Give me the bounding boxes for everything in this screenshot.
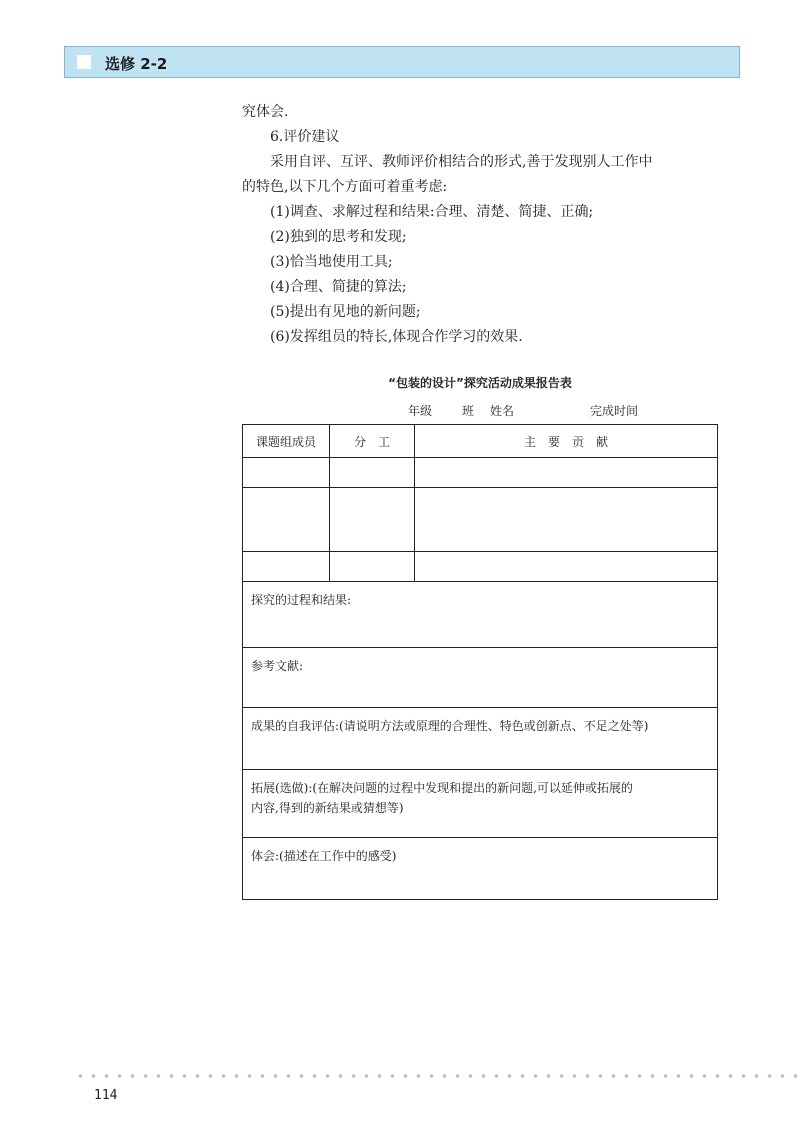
extension-row xyxy=(243,770,718,838)
blank-cell xyxy=(330,458,415,488)
page-number: 114 xyxy=(94,1088,118,1103)
list-item: (6)发挥组员的特长,体现合作学习的效果. xyxy=(270,329,523,345)
extension-label-2: 内容,得到的新结果或猜想等) xyxy=(251,801,404,815)
report-table xyxy=(242,424,718,900)
table-row xyxy=(243,488,718,552)
references-cell xyxy=(243,648,718,708)
header-label: 选修 2-2 xyxy=(105,55,168,73)
table-header-row xyxy=(243,425,718,458)
process-label: 探究的过程和结果: xyxy=(251,593,352,607)
reflection-label: 体会:(描述在工作中的感受) xyxy=(251,849,397,863)
list-item: (5)提出有见地的新问题; xyxy=(270,304,421,320)
report-title: “包装的设计”探究活动成果报告表 xyxy=(388,376,572,390)
page-header-band xyxy=(64,46,740,78)
table-row xyxy=(243,458,718,488)
continued-text: 究体会. xyxy=(242,104,289,120)
contribution-header: 主 要 贡 献 xyxy=(415,425,718,458)
list-item: (2)独到的思考和发现; xyxy=(270,229,407,245)
blank-cell xyxy=(415,552,718,582)
process-row xyxy=(243,582,718,648)
name-label: 姓名 xyxy=(490,404,515,418)
list-item: (4)合理、简捷的算法; xyxy=(270,279,407,295)
footer-dotted-rule xyxy=(74,1074,800,1078)
self-eval-cell xyxy=(243,708,718,770)
blank-cell xyxy=(330,488,415,552)
blank-cell xyxy=(243,488,330,552)
members-header: 课题组成员 xyxy=(243,425,330,458)
intro-line-2: 的特色,以下几个方面可着重考虑: xyxy=(242,179,448,195)
extension-label-1: 拓展(选做):(在解决问题的过程中发现和提出的新问题,可以延伸或拓展的 xyxy=(251,781,633,795)
list-item: (3)恰当地使用工具; xyxy=(270,254,393,270)
class-label: 班 xyxy=(462,404,475,418)
references-row xyxy=(243,648,718,708)
blank-cell xyxy=(415,458,718,488)
self-eval-label: 成果的自我评估:(请说明方法或原理的合理性、特色或创新点、不足之处等) xyxy=(251,719,649,733)
blank-cell xyxy=(243,552,330,582)
self-eval-row xyxy=(243,708,718,770)
intro-line-1: 采用自评、互评、教师评价相结合的形式,善于发现别人工作中 xyxy=(270,154,653,170)
list-item: (1)调查、求解过程和结果:合理、清楚、简捷、正确; xyxy=(270,204,594,220)
process-cell xyxy=(243,582,718,648)
date-label: 完成时间 xyxy=(590,404,639,418)
references-label: 参考文献: xyxy=(251,659,304,673)
section-title: 6.评价建议 xyxy=(270,129,340,145)
header-square-icon xyxy=(77,55,91,69)
body-text xyxy=(242,100,722,350)
blank-cell xyxy=(330,552,415,582)
blank-cell xyxy=(243,458,330,488)
table-row xyxy=(243,552,718,582)
blank-cell xyxy=(415,488,718,552)
reflection-cell xyxy=(243,838,718,900)
reflection-row xyxy=(243,838,718,900)
grade-label: 年级 xyxy=(408,404,433,418)
extension-cell xyxy=(243,770,718,838)
division-header: 分 工 xyxy=(330,425,415,458)
